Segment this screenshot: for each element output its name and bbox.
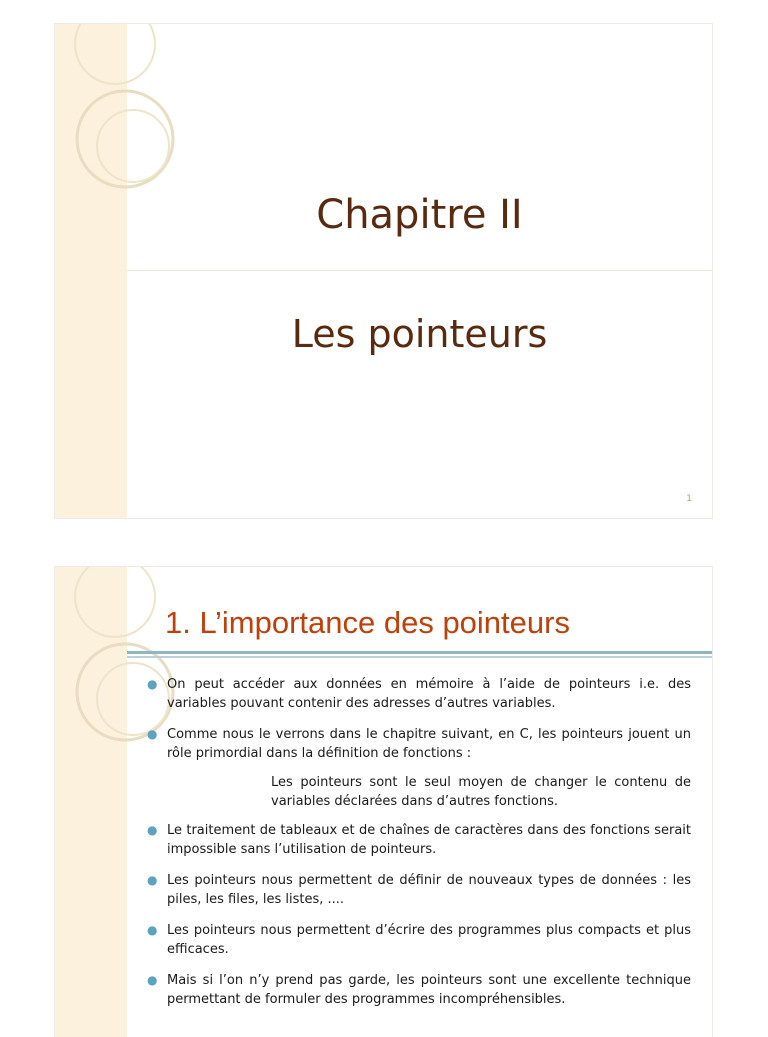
- slide-title: Chapitre II: [316, 192, 523, 238]
- decorative-side-band: [55, 567, 127, 1037]
- bullet-text: Mais si l’on n’y prend pas garde, les pointeurs sont une excellente technique permettant de formuler des programmes incompréhensibles.: [167, 973, 691, 1007]
- list-item: [147, 675, 691, 713]
- bullet-list: [147, 675, 691, 1021]
- quote-text: [147, 773, 691, 811]
- bullet-icon: ●: [147, 923, 158, 937]
- content-slide: [55, 567, 712, 1037]
- bullet-text: Les pointeurs nous permettent de définir de nouveaux types de données : les piles, les files, les listes, ....: [167, 873, 691, 907]
- decorative-circles-icon: [55, 24, 195, 518]
- decorative-side-band: [55, 24, 127, 518]
- slide-subtitle: Les pointeurs: [291, 312, 548, 356]
- bullet-text: Comme nous le verrons dans le chapitre suivant, en C, les pointeurs jouent un rôle primordial dans la définition de fonctions :: [167, 727, 691, 761]
- list-item: [147, 871, 691, 909]
- bullet-text: Les pointeurs nous permettent d’écrire des programmes plus compacts et plus efficaces.: [167, 923, 691, 957]
- page-number: 1: [686, 494, 692, 504]
- bullet-icon: ●: [147, 677, 158, 691]
- bullet-text: Le traitement de tableaux et de chaînes de caractères dans des fonctions serait impossible sans l’utilisation de pointeurs.: [167, 823, 691, 857]
- list-item: [147, 821, 691, 859]
- bullet-icon: ●: [147, 727, 158, 741]
- quote-body: Les pointeurs sont le seul moyen de changer le contenu de variables déclarées dans d’autres fonctions.: [271, 775, 691, 809]
- bullet-icon: ●: [147, 823, 158, 837]
- list-item: [147, 921, 691, 959]
- bullet-icon: ●: [147, 973, 158, 987]
- title-slide: [55, 24, 712, 518]
- bullet-icon: ●: [147, 873, 158, 887]
- title-divider-line: [127, 270, 712, 271]
- heading-divider: [127, 651, 712, 659]
- slide-heading: 1. L’importance des pointeurs: [165, 605, 570, 640]
- bullet-text: On peut accéder aux données en mémoire à l’aide de pointeurs i.e. des variables pouvant contenir des adresses d’autres variables.: [167, 677, 691, 711]
- list-item: [147, 971, 691, 1009]
- list-item: [147, 725, 691, 763]
